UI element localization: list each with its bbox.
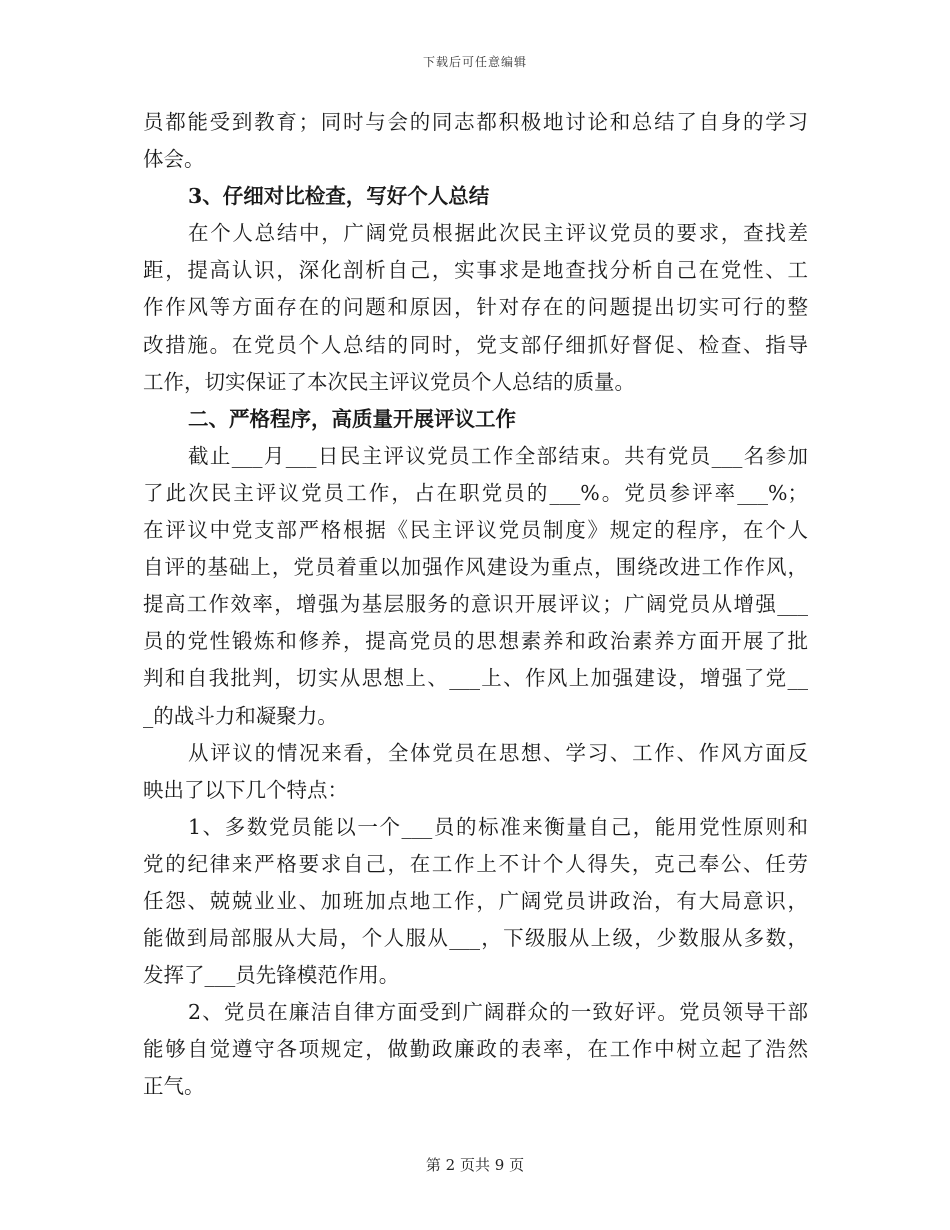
section-heading: 3、仔细对比检查，写好个人总结: [188, 184, 490, 209]
text-line: 自评的基础上，党员着重以加强作风建设为重点，围绕改进工作作风，: [143, 555, 808, 580]
text-line: 能做到局部服从大局，个人服从___，下级服从上级，少数服从多数，: [143, 926, 808, 951]
text-line: 映出了以下几个特点：: [143, 777, 348, 802]
text-line: 员都能受到教育；同时与会的同志都积极地讨论和总结了自身的学习: [143, 110, 808, 134]
text-line: 正气。: [143, 1074, 205, 1099]
text-line: 改措施。在党员个人总结的同时，党支部仔细抓好督促、检查、指导: [143, 332, 808, 357]
text-line: 在个人总结中，广阔党员根据此次民主评议党员的要求，查找差: [188, 221, 808, 246]
text-line: 体会。: [143, 147, 205, 172]
text-line: _的战斗力和凝聚力。: [143, 703, 338, 728]
text-line: 作作风等方面存在的问题和原因，针对存在的问题提出切实可行的整: [143, 295, 808, 320]
text-line: 在评议中党支部严格根据《民主评议党员制度》规定的程序，在个人: [143, 518, 808, 543]
text-line: 能够自觉遵守各项规定，做勤政廉政的表率，在工作中树立起了浩然: [143, 1037, 808, 1062]
page-number: 第 2 页共 9 页: [425, 1156, 525, 1174]
text-line: 判和自我批判，切实从思想上、___上、作风上加强建设，增强了党__: [143, 666, 808, 691]
text-line: 发挥了___员先锋模范作用。: [143, 963, 400, 988]
text-line: 员的党性锻炼和修养，提高党员的思想素养和政治素养方面开展了批: [143, 629, 808, 654]
text-line: 截止___月___日民主评议党员工作全部结束。共有党员___名参加: [188, 443, 808, 468]
text-line: 距，提高认识，深化剖析自己，实事求是地查找分析自己在党性、工: [143, 258, 808, 283]
text-line: 任怨、兢兢业业、加班加点地工作，广阔党员讲政治，有大局意识，: [143, 888, 808, 913]
document-body: [143, 104, 808, 1106]
text-line: 从评议的情况来看，全体党员在思想、学习、工作、作风方面反: [188, 740, 808, 765]
page-header: 下载后可任意编辑: [422, 55, 527, 69]
text-line: 党的纪律来严格要求自己，在工作上不计个人得失，克己奉公、任劳: [143, 851, 808, 876]
text-line: 1、多数党员能以一个___员的标准来衡量自己，能用党性原则和: [188, 814, 808, 839]
text-line: 工作，切实保证了本次民主评议党员个人总结的质量。: [143, 369, 635, 394]
section-heading: 二、严格程序，高质量开展评议工作: [188, 406, 516, 431]
text-line: 提高工作效率，增强为基层服务的意识开展评议；广阔党员从增强___: [143, 592, 808, 617]
text-line: 2、党员在廉洁自律方面受到广阔群众的一致好评。党员领导干部: [188, 1000, 808, 1025]
text-line: 了此次民主评议党员工作，占在职党员的___%。党员参评率___%；: [143, 480, 808, 505]
